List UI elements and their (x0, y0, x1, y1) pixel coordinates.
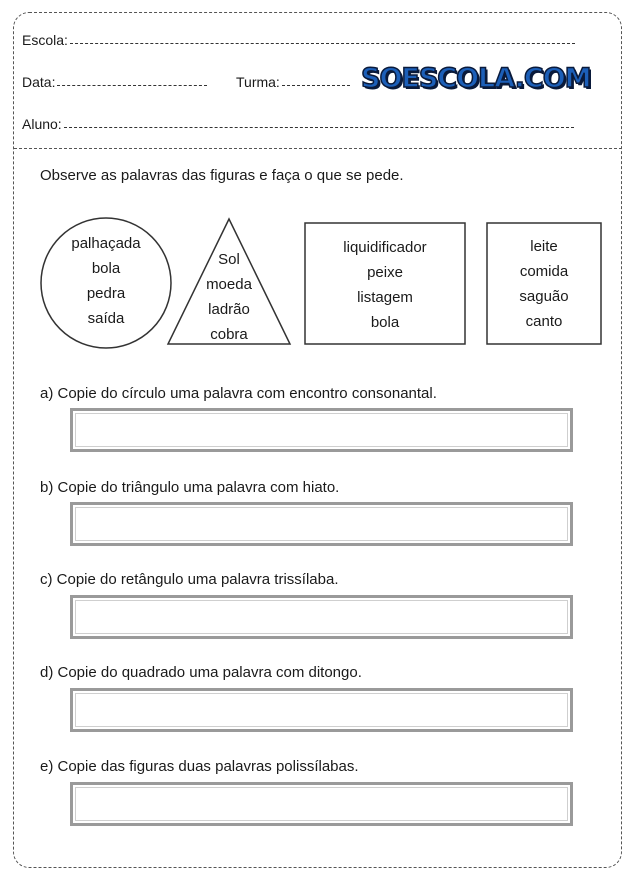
answer-box-c[interactable] (70, 595, 573, 639)
triangle-word: ladrão (208, 301, 250, 318)
student-label: Aluno: (22, 116, 62, 132)
question-c: c) Copie do retângulo uma palavra trissílaba. (40, 571, 339, 588)
answer-box-a[interactable] (70, 408, 573, 452)
answer-box-e[interactable] (70, 782, 573, 826)
circle-words (56, 231, 156, 331)
question-b: b) Copie do triângulo uma palavra com hiato. (40, 479, 340, 496)
school-label: Escola: (22, 32, 68, 48)
rectangle-word: listagem (357, 289, 413, 306)
question-d: d) Copie do quadrado uma palavra com ditongo. (40, 664, 362, 681)
square-words (490, 234, 598, 334)
triangle-word: cobra (210, 326, 248, 343)
square-word: canto (525, 313, 563, 330)
soescola-logo: SOESCOLA.COM (361, 63, 591, 94)
rectangle-words (310, 235, 460, 335)
triangle-word: moeda (206, 276, 252, 293)
circle-word: bola (91, 260, 121, 277)
circle-word: palhaçada (71, 235, 141, 252)
answer-box-b[interactable] (70, 502, 573, 546)
question-a: a) Copie do círculo uma palavra com encontro consonantal. (40, 385, 437, 402)
rectangle-word: liquidificador (343, 239, 427, 256)
square-word: leite (530, 238, 558, 255)
triangle-word: Sol (218, 251, 240, 268)
square-word: saguão (519, 288, 569, 305)
circle-word: pedra (86, 285, 126, 302)
question-e: e) Copie das figuras duas palavras polissílabas. (40, 758, 359, 775)
triangle-words (194, 247, 264, 347)
date-label: Data: (22, 74, 56, 90)
class-label: Turma: (236, 74, 280, 90)
circle-word: saída (87, 310, 125, 327)
square-word: comida (519, 263, 569, 280)
rectangle-word: bola (370, 314, 400, 331)
answer-box-d[interactable] (70, 688, 573, 732)
rectangle-word: peixe (367, 264, 403, 281)
instruction-text: Observe as palavras das figuras e faça o que se pede. (40, 167, 404, 184)
